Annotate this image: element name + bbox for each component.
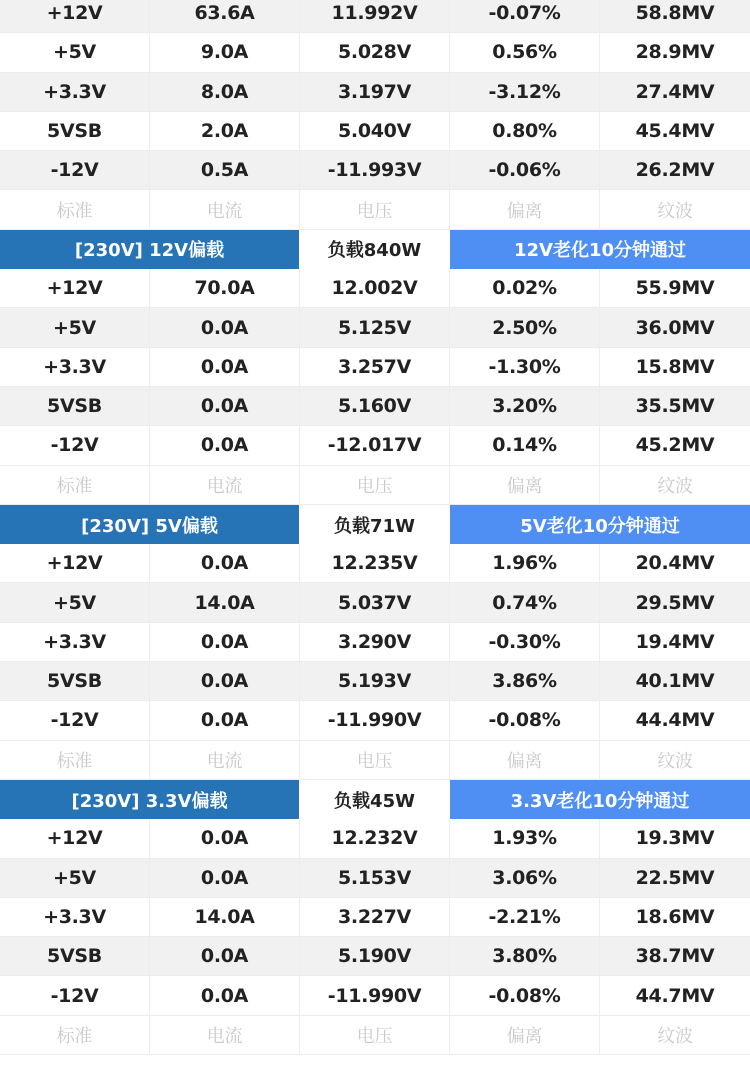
deviation-cell: -0.30% (450, 623, 600, 661)
table-row (0, 387, 750, 426)
rail-cell: +5V (0, 33, 150, 71)
deviation-cell: 1.93% (450, 819, 600, 857)
section-load: 负载71W (299, 505, 450, 544)
table-row (0, 701, 750, 740)
deviation-cell: 3.20% (450, 387, 600, 425)
rail-cell: -12V (0, 426, 150, 464)
deviation-cell: 1.96% (450, 544, 600, 582)
ripple-cell: 19.3MV (635, 827, 715, 850)
section-result: 12V老化10分钟通过 (450, 230, 750, 269)
deviation-cell: 3.06% (450, 859, 600, 897)
current-cell: 63.6A (150, 0, 300, 32)
table-row (0, 112, 750, 151)
deviation-cell: 0.74% (450, 583, 600, 621)
current-cell: 0.0A (150, 859, 300, 897)
rail-cell: +5V (0, 583, 150, 621)
ripple-cell: 58.8MV (635, 2, 715, 25)
voltage-cell: 5.028V (300, 33, 450, 71)
ripple-cell: 22.5MV (635, 866, 715, 889)
current-cell: 0.0A (150, 387, 300, 425)
deviation-cell: 0.80% (450, 112, 600, 150)
legend-current: 电流 (150, 466, 300, 504)
section-test-name: [230V] 3.3V偏载 (0, 780, 299, 819)
voltage-cell: 12.232V (300, 819, 450, 857)
test-section (0, 780, 750, 1055)
ripple-cell: 45.4MV (635, 120, 715, 143)
current-cell: 0.0A (150, 937, 300, 975)
deviation-cell: 2.50% (450, 308, 600, 346)
current-cell: 2.0A (150, 112, 300, 150)
legend-current: 电流 (150, 741, 300, 779)
rail-cell: +3.3V (0, 623, 150, 661)
current-cell: 0.0A (150, 426, 300, 464)
ripple-cell: 20.4MV (635, 552, 715, 575)
current-cell: 0.0A (150, 544, 300, 582)
table-row (0, 269, 750, 308)
section-title-row (0, 505, 750, 544)
voltage-cell: 5.153V (300, 859, 450, 897)
current-cell: 0.5A (150, 151, 300, 189)
table-row (0, 426, 750, 465)
ripple-cell: 45.2MV (635, 434, 715, 457)
rail-cell: -12V (0, 701, 150, 739)
current-cell: 8.0A (150, 73, 300, 111)
ripple-cell: 40.1MV (635, 670, 715, 693)
section-title-row (0, 780, 750, 819)
legend-deviation: 偏离 (450, 1016, 600, 1054)
voltage-cell: 5.125V (300, 308, 450, 346)
legend-current: 电流 (150, 190, 300, 228)
current-cell: 0.0A (150, 348, 300, 386)
rail-cell: +3.3V (0, 348, 150, 386)
voltage-cell: 3.227V (300, 898, 450, 936)
section-test-name: [230V] 5V偏载 (0, 505, 299, 544)
table-row (0, 308, 750, 347)
voltage-cell: 3.290V (300, 623, 450, 661)
legend-rail: 标准 (0, 1016, 150, 1054)
ripple-cell: 38.7MV (635, 945, 715, 968)
voltage-cell: -11.990V (300, 976, 450, 1014)
ripple-cell: 36.0MV (635, 316, 715, 339)
table-row (0, 583, 750, 622)
ripple-cell: 18.6MV (635, 905, 715, 928)
deviation-cell: 0.14% (450, 426, 600, 464)
deviation-cell: -2.21% (450, 898, 600, 936)
legend-row (0, 466, 750, 505)
voltage-cell: -11.993V (300, 151, 450, 189)
current-cell: 0.0A (150, 662, 300, 700)
rail-cell: +3.3V (0, 898, 150, 936)
rail-cell: 5VSB (0, 387, 150, 425)
legend-ripple: 纹波 (657, 1025, 693, 1047)
voltage-cell: -12.017V (300, 426, 450, 464)
legend-ripple: 纹波 (657, 750, 693, 772)
table-row (0, 544, 750, 583)
voltage-cell: 5.040V (300, 112, 450, 150)
rail-cell: +3.3V (0, 73, 150, 111)
section-title-row (0, 230, 750, 269)
ripple-cell: 44.4MV (635, 709, 715, 732)
current-cell: 0.0A (150, 819, 300, 857)
deviation-cell: 3.86% (450, 662, 600, 700)
ripple-cell: 26.2MV (635, 159, 715, 182)
table-row (0, 859, 750, 898)
ripple-cell: 27.4MV (635, 80, 715, 103)
deviation-cell: -0.07% (450, 0, 600, 32)
table-row (0, 819, 750, 858)
current-cell: 9.0A (150, 33, 300, 71)
section-test-name: [230V] 12V偏载 (0, 230, 299, 269)
section-result: 3.3V老化10分钟通过 (450, 780, 750, 819)
rail-cell: +12V (0, 269, 150, 307)
table-row (0, 73, 750, 112)
voltage-cell: 5.160V (300, 387, 450, 425)
voltage-cell: 5.193V (300, 662, 450, 700)
rail-cell: +5V (0, 859, 150, 897)
legend-voltage: 电压 (300, 466, 450, 504)
deviation-cell: -1.30% (450, 348, 600, 386)
voltage-cell: -11.990V (300, 701, 450, 739)
ripple-cell: 15.8MV (635, 355, 715, 378)
current-cell: 14.0A (150, 898, 300, 936)
voltage-cell: 12.002V (300, 269, 450, 307)
legend-ripple: 纹波 (657, 200, 693, 222)
deviation-cell: 0.02% (450, 269, 600, 307)
ripple-cell: 29.5MV (635, 591, 715, 614)
legend-deviation: 偏离 (450, 741, 600, 779)
ripple-cell: 55.9MV (635, 277, 715, 300)
table-row (0, 151, 750, 190)
current-cell: 0.0A (150, 308, 300, 346)
ripple-cell: 35.5MV (635, 395, 715, 418)
current-cell: 0.0A (150, 701, 300, 739)
current-cell: 70.0A (150, 269, 300, 307)
test-section (0, 505, 750, 780)
deviation-cell: -3.12% (450, 73, 600, 111)
legend-ripple: 纹波 (657, 475, 693, 497)
table-row (0, 898, 750, 937)
ripple-cell: 19.4MV (635, 630, 715, 653)
voltage-cell: 12.235V (300, 544, 450, 582)
table-row (0, 0, 750, 33)
voltage-cell: 3.197V (300, 73, 450, 111)
table-row (0, 976, 750, 1015)
deviation-cell: -0.08% (450, 976, 600, 1014)
table-row (0, 348, 750, 387)
legend-voltage: 电压 (300, 1016, 450, 1054)
test-section (0, 230, 750, 505)
legend-row (0, 190, 750, 229)
current-cell: 0.0A (150, 976, 300, 1014)
section-load: 负载840W (299, 230, 450, 269)
voltage-cell: 5.190V (300, 937, 450, 975)
deviation-cell: 3.80% (450, 937, 600, 975)
test-section (0, 0, 750, 230)
voltage-cell: 11.992V (300, 0, 450, 32)
legend-deviation: 偏离 (450, 190, 600, 228)
rail-cell: +5V (0, 308, 150, 346)
rail-cell: +12V (0, 819, 150, 857)
rail-cell: 5VSB (0, 937, 150, 975)
legend-rail: 标准 (0, 741, 150, 779)
legend-voltage: 电压 (300, 741, 450, 779)
table-row (0, 33, 750, 72)
table-row (0, 623, 750, 662)
rail-cell: +12V (0, 544, 150, 582)
rail-cell: +12V (0, 0, 150, 32)
legend-current: 电流 (150, 1016, 300, 1054)
deviation-cell: 0.56% (450, 33, 600, 71)
legend-row (0, 741, 750, 780)
ripple-cell: 44.7MV (635, 984, 715, 1007)
current-cell: 14.0A (150, 583, 300, 621)
ripple-cell: 28.9MV (635, 41, 715, 64)
section-load: 负载45W (299, 780, 450, 819)
deviation-cell: -0.08% (450, 701, 600, 739)
rail-cell: 5VSB (0, 112, 150, 150)
rail-cell: -12V (0, 151, 150, 189)
legend-rail: 标准 (0, 190, 150, 228)
legend-row (0, 1016, 750, 1055)
deviation-cell: -0.06% (450, 151, 600, 189)
voltage-cell: 3.257V (300, 348, 450, 386)
legend-rail: 标准 (0, 466, 150, 504)
table-row (0, 662, 750, 701)
voltage-cell: 5.037V (300, 583, 450, 621)
table-row (0, 937, 750, 976)
current-cell: 0.0A (150, 623, 300, 661)
rail-cell: 5VSB (0, 662, 150, 700)
legend-voltage: 电压 (300, 190, 450, 228)
section-result: 5V老化10分钟通过 (450, 505, 750, 544)
legend-deviation: 偏离 (450, 466, 600, 504)
rail-cell: -12V (0, 976, 150, 1014)
